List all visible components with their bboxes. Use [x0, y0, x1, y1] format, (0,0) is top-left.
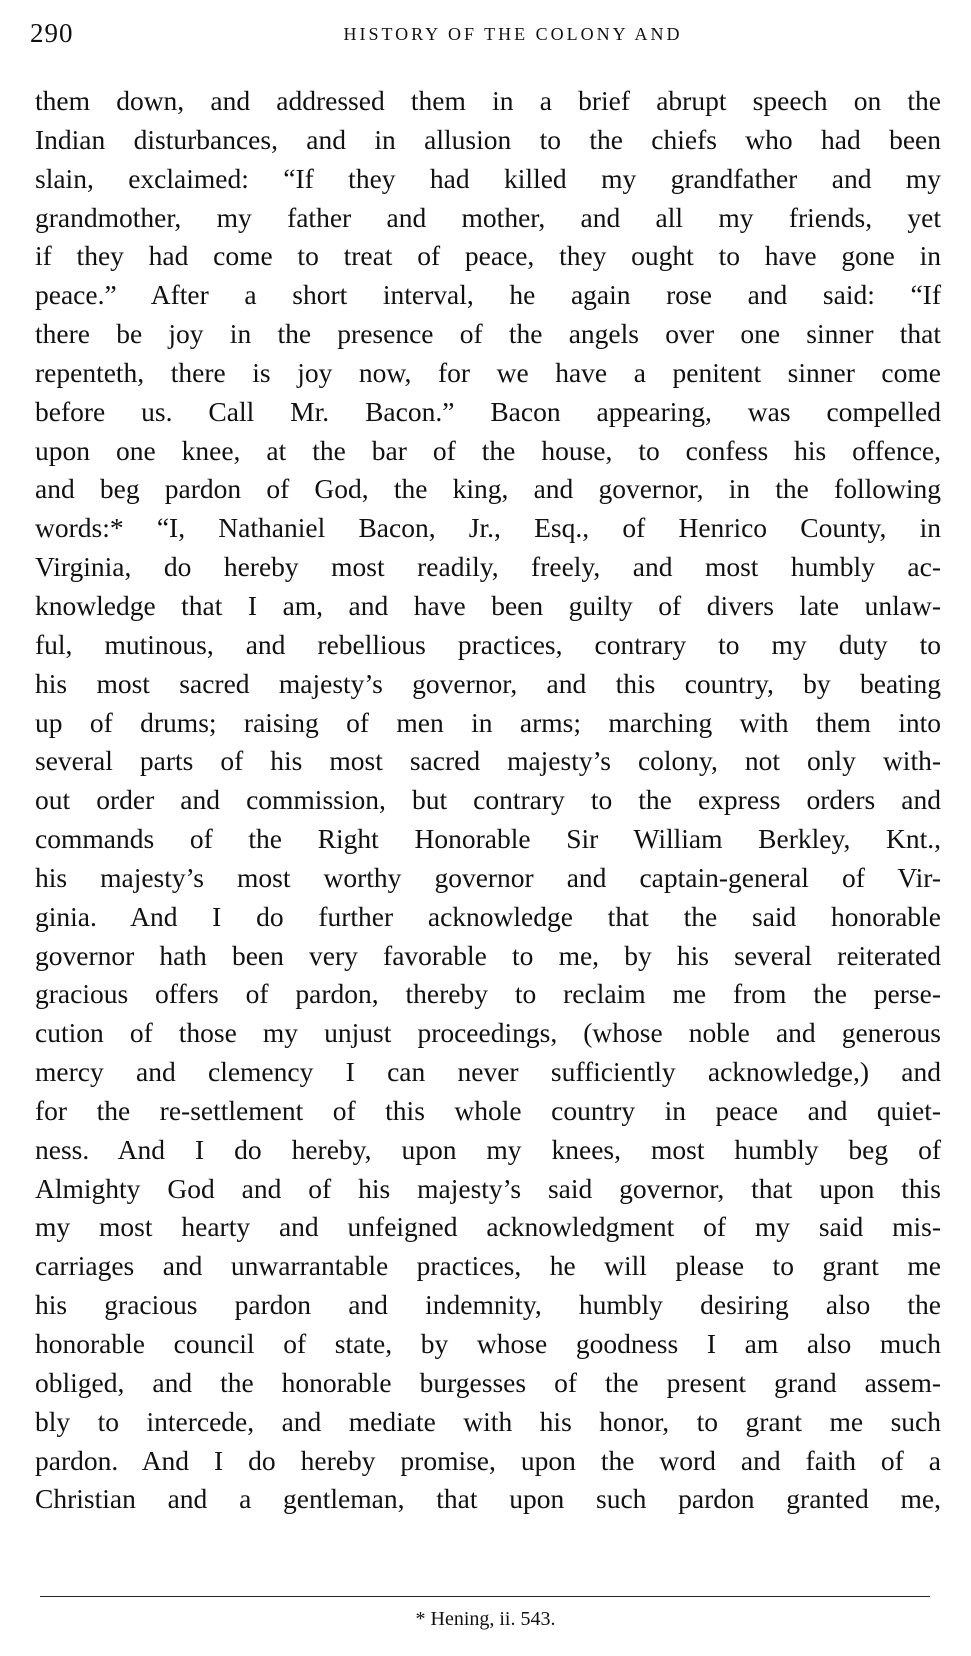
text-line: his most sacred majesty’s governor, and this country, by beating	[35, 667, 941, 699]
text-line: if they had come to treat of peace, they ought to have gone in	[35, 240, 941, 272]
text-line: gracious offers of pardon, thereby to reclaim me from the perse-	[35, 978, 941, 1010]
text-line: ginia. And I do further acknowledge that the said honorable	[35, 900, 941, 932]
text-line: there be joy in the presence of the angels over one sinner that	[35, 318, 941, 350]
text-line: out order and commission, but contrary to the express orders and	[35, 784, 941, 816]
text-line: his majesty’s most worthy governor and captain-general of Vir-	[35, 861, 941, 893]
text-line: obliged, and the honorable burgesses of the present grand assem-	[35, 1366, 941, 1398]
text-line: knowledge that I am, and have been guilty of divers late unlaw-	[35, 589, 941, 621]
text-line: slain, exclaimed: “If they had killed my grandfather and my	[35, 162, 941, 194]
text-line: words:* “I, Nathaniel Bacon, Jr., Esq., of Henrico County, in	[35, 512, 941, 544]
running-head	[30, 18, 936, 58]
text-line: carriages and unwarrantable practices, he will please to grant me	[35, 1250, 941, 1282]
text-line: them down, and addressed them in a brief abrupt speech on the	[35, 85, 941, 116]
text-line: grandmother, my father and mother, and all my friends, yet	[35, 201, 941, 233]
text-line: Virginia, do hereby most readily, freely, and most humbly ac-	[35, 551, 941, 583]
footnote-rule	[40, 1596, 930, 1597]
text-line: mercy and clemency I can never sufficiently acknowledge,) and	[35, 1056, 941, 1088]
text-line: Indian disturbances, and in allusion to the chiefs who had been	[35, 123, 941, 155]
text-line: Almighty God and of his majesty’s said governor, that upon this	[35, 1172, 941, 1204]
text-line: for the re-settlement of this whole country in peace and quiet-	[35, 1094, 941, 1126]
text-line: commands of the Right Honorable Sir William Berkley, Knt.,	[35, 823, 941, 855]
text-line: pardon. And I do hereby promise, upon the word and faith of a	[35, 1444, 941, 1476]
text-line: honorable council of state, by whose goodness I am also much	[35, 1328, 941, 1359]
text-line: his gracious pardon and indemnity, humbly desiring also the	[35, 1289, 941, 1321]
footnote: * Hening, ii. 543.	[415, 1608, 556, 1630]
text-line: ful, mutinous, and rebellious practices, contrary to my duty to	[35, 628, 941, 660]
text-line: upon one knee, at the bar of the house, to confess his offence,	[35, 434, 941, 466]
text-line: Christian and a gentleman, that upon such pardon granted me,	[35, 1483, 941, 1515]
text-line: several parts of his most sacred majesty’s colony, not only with-	[35, 745, 941, 777]
running-title: HISTORY OF THE COLONY AND	[343, 24, 683, 44]
text-line: governor hath been very favorable to me, by his several reiterated	[35, 939, 941, 971]
text-line: before us. Call Mr. Bacon.” Bacon appearing, was compelled	[35, 395, 941, 427]
body-text	[35, 82, 941, 1519]
page-number: 290	[30, 18, 74, 48]
text-line: up of drums; raising of men in arms; marching with them into	[35, 706, 941, 738]
text-line: ness. And I do hereby, upon my knees, most humbly beg of	[35, 1133, 941, 1165]
text-line: repenteth, there is joy now, for we have a penitent sinner come	[35, 356, 941, 388]
text-line: my most hearty and unfeigned acknowledgment of my said mis-	[35, 1211, 941, 1243]
text-line: bly to intercede, and mediate with his honor, to grant me such	[35, 1405, 941, 1437]
text-line: cution of those my unjust proceedings, (whose noble and generous	[35, 1017, 941, 1049]
text-line: peace.” After a short interval, he again rose and said: “If	[35, 279, 941, 311]
text-line: and beg pardon of God, the king, and governor, in the following	[35, 473, 941, 505]
